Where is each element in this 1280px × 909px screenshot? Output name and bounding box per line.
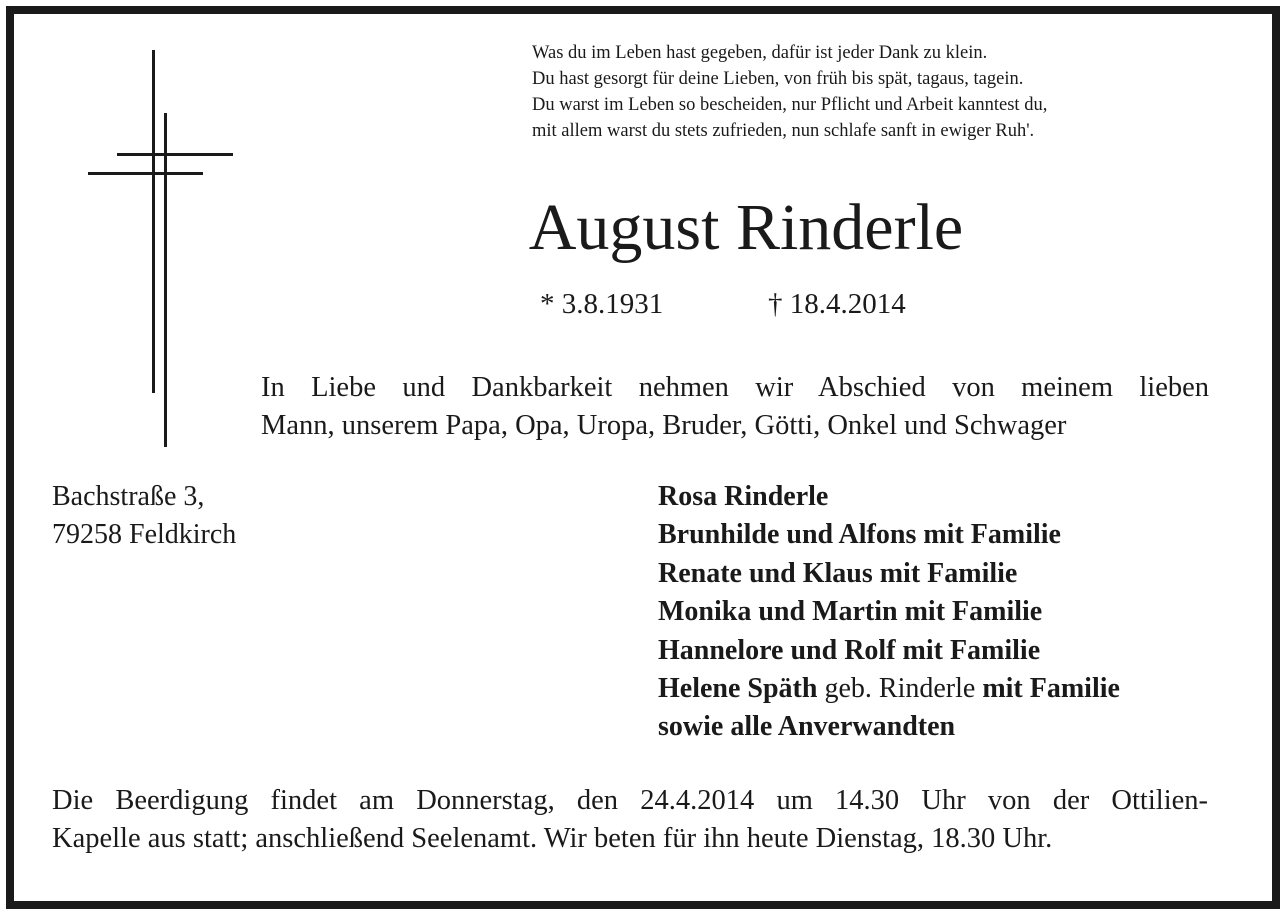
funeral-line: Die Beerdigung findet am Donnerstag, den 24.4.2014 um 14.30 Uhr von der Ottilien- (52, 785, 1208, 816)
maiden-name-note: geb. Rinderle (824, 673, 976, 705)
mourner-line (658, 670, 1238, 708)
address (52, 478, 392, 554)
mourner-line: Monika und Martin mit Familie (658, 596, 1043, 628)
funeral-notice (52, 782, 1208, 858)
farewell-line: In Liebe und Dankbarkeit nehmen wir Abschied von meinem lieben (261, 372, 1209, 403)
address-street: Bachstraße 3, (52, 481, 205, 512)
poem-line: Du warst im Leben so bescheiden, nur Pflicht und Arbeit kanntest du, (532, 95, 1048, 115)
poem-line: Was du im Leben hast gegeben, dafür ist jeder Dank zu klein. (532, 43, 988, 63)
mourner-line: Rosa Rinderle (658, 481, 829, 512)
cross-front-vertical (152, 50, 155, 393)
mourner-line: Renate und Klaus mit Familie (658, 557, 1018, 589)
funeral-line: Kapelle aus statt; anschließend Seelenamt. Wir beten für ihn heute Dienstag, 18.30 Uhr. (52, 823, 1053, 854)
birth-date: * 3.8.1931 (540, 288, 664, 320)
mourner-suffix: mit Familie (982, 673, 1120, 705)
mourner-line: Brunhilde und Alfons mit Familie (658, 519, 1061, 551)
mourners-list (658, 478, 1238, 747)
mourner-line: sowie alle Anverwandten (658, 711, 956, 743)
address-city: 79258 Feldkirch (52, 519, 237, 550)
poem (532, 40, 1232, 144)
cross-back-vertical (164, 113, 167, 447)
cross-back-horizontal (117, 153, 233, 156)
deceased-name: August Rinderle (528, 191, 964, 264)
death-date: † 18.4.2014 (768, 288, 906, 320)
farewell-line: Mann, unserem Papa, Opa, Uropa, Bruder, Götti, Onkel und Schwager (261, 410, 1067, 441)
mourner-name: Helene Späth (658, 673, 818, 705)
farewell-text (261, 369, 1209, 445)
cross-front-horizontal (88, 172, 203, 175)
life-dates (540, 284, 1000, 324)
mourner-line: Hannelore und Rolf mit Familie (658, 634, 1041, 666)
poem-line: Du hast gesorgt für deine Lieben, von früh bis spät, tagaus, tagein. (532, 69, 1024, 89)
poem-line: mit allem warst du stets zufrieden, nun schlafe sanft in ewiger Ruh'. (532, 121, 1035, 141)
